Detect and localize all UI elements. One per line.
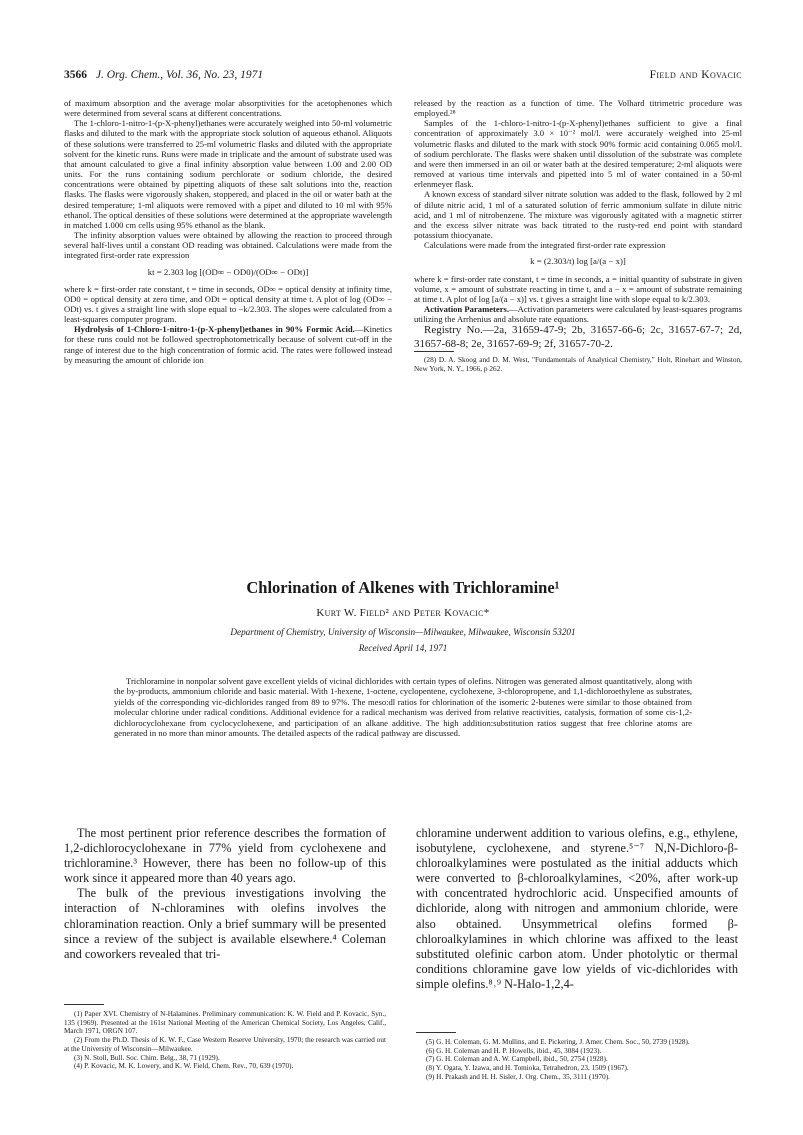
page-header bbox=[64, 67, 742, 83]
received-date: Received April 14, 1971 bbox=[358, 643, 448, 653]
paragraph: released by the reaction as a function of time. The Volhard titrimetric procedure was employed.²⁸ bbox=[414, 98, 742, 119]
equation-1: kt = 2.303 log [(OD∞ − OD0)/(OD∞ − ODt)] bbox=[147, 266, 309, 277]
paragraph-with-runin bbox=[64, 324, 392, 365]
footnote-rule bbox=[416, 1032, 456, 1033]
top-right-column bbox=[414, 98, 742, 374]
paragraph: Calculations were made from the integrated first-order rate expression bbox=[424, 240, 666, 251]
article-heading bbox=[64, 578, 742, 654]
abstract-text: Trichloramine in nonpolar solvent gave excellent yields of vicinal dichlorides with certain types of olefins. Nitrogen was generated almost quantitatively, along with the by-products, ammonium chloride and basic material. With 1-hexene, 1-octene, cyclopentene, cyclohexene, 3-chloropropene, and 1,1-dichloroethylene as substrates, yields of the corresponding vic-dichlorides ranged from 89 to 97%. The meso:dl ratios for chlorination of the isomeric 2-butenes were similar to those obtained from molecular chlorine under radical conditions. Additional evidence for a radical mechanism was derived from relative reactivities, catalysis, formation of some cis-1,2-dichlorocyclohexane from cyclocyclohexene, and participation of an alkane additive. The high addition:substitution ratios suggest that free chlorine atoms are generated in no more than minor amounts. The detailed aspects of the radical pathway are discussed. bbox=[114, 676, 692, 739]
paragraph: of maximum absorption and the average molar absorptivities for the acetophenones which were determined from several scans at different concentrations. bbox=[64, 98, 392, 119]
running-head: Field and Kovacic bbox=[649, 69, 742, 81]
footnote: (1) Paper XVI. Chemistry of N-Halamines. Preliminary communication: K. W. Field and P. Kovacic, Syn., 135 (1969). Presented at the 161st National Meeting of the American Chemical Society, Los Angeles, Calif., March 1971, ORGN 107. bbox=[64, 1010, 386, 1036]
abstract bbox=[114, 676, 692, 738]
equation-2: k = (2.303/t) log [a/(a − x)] bbox=[530, 256, 626, 267]
article-title: Chlorination of Alkenes with Trichloramine¹ bbox=[246, 578, 560, 597]
footnote: (2) From the Ph.D. Thesis of K. W. F., Case Western Reserve University, 1970; the research was carried out at the University of Wisconsin—Milwaukee. bbox=[64, 1036, 386, 1053]
paragraph: Samples of the 1-chloro-1-nitro-1-(p-X-phenyl)ethanes sufficient to give a final concentration of approximately 3.0 × 10⁻² mol/l. were accurately weighed into 25-ml volumetric flasks and diluted to the mark with stock 90% formic acid containing 0.065 mol/l. of sodium perchlorate. The flasks were shaken until dissolution of the substrate was complete and were then immersed in an oil or water bath at the desired temperature; 2-ml aliquots were removed at various time intervals and pipetted into 5 ml of water contained in a 50-ml erlenmeyer flask. bbox=[414, 118, 742, 190]
paragraph: The most pertinent prior reference describes the formation of 1,2-dichlorocyclohexane in 77% yield from cyclohexene and trichloramine.³ However, there has been no follow-up of this work since it appeared more than 40 years ago. bbox=[64, 826, 386, 886]
article-authors: Kurt W. Field² and Peter Kovacic* bbox=[316, 607, 490, 619]
footnote: (5) G. H. Coleman, G. M. Mullins, and E. Pickering, J. Amer. Chem. Soc., 50, 2739 (1928). bbox=[426, 1038, 690, 1046]
paragraph-body: —Activation parameters were calculated by least-squares programs utilizing the Arrhenius and absolute rate equations. bbox=[414, 303, 742, 325]
reference-28: (28) D. A. Skoog and D. M. West, "Fundamentals of Analytical Chemistry," Holt, Rinehart and Winston, New York, N. Y., 1966, p 262. bbox=[414, 355, 742, 374]
footnote: (6) G. H. Coleman and H. P. Howells, ibid., 45, 3084 (1923). bbox=[426, 1046, 602, 1055]
journal-citation: J. Org. Chem., Vol. 36, No. 23, 1971 bbox=[95, 69, 264, 81]
paragraph-body: —Kinetics for these runs could not be followed spectrophotometrically because of solvent cut-off in the range of interest due to the high concentration of formic acid. The rates were followed instead by measuring the amount of chloride ion bbox=[64, 324, 392, 365]
footnote: (4) P. Kovacic, M. K. Lowery, and K. W. Field, Chem. Rev., 70, 639 (1970). bbox=[74, 1062, 294, 1071]
footnote: (7) G. H. Coleman and A. W. Campbell, ibid., 50, 2754 (1928). bbox=[426, 1055, 608, 1064]
paragraph: where k = first-order rate constant, t = time in seconds, a = initial quantity of substrate in given volume, x = amount of substrate reacting in time t, and a − x = amount of substrate remaining at time t. A plot of log [a/(a − x)] vs. t gives a straight line with slope equal to k/2.303. bbox=[414, 273, 742, 304]
footnote: (8) Y. Ogata, Y. Izawa, and H. Tomioka, Tetrahedron, 23, 1509 (1967). bbox=[426, 1064, 629, 1073]
footnote-rule bbox=[64, 1004, 104, 1005]
page-number: 3566 bbox=[64, 69, 87, 81]
paragraph: The infinity absorption values were obtained by allowing the reaction to proceed through several half-lives until a constant OD reading was obtained. Calculations were made from the integrated first-order rate expression bbox=[64, 230, 392, 261]
section-runin-head: Activation Parameters. bbox=[424, 303, 510, 314]
footnote: (9) H. Prakash and H. H. Sisler, J. Org. Chem., 35, 3111 (1970). bbox=[426, 1072, 610, 1081]
paragraph: where k = first-order rate constant, t = time in seconds, OD∞ = optical density at infinity time, OD0 = optical density at zero time, and ODt = optical density at time t. A plot of log (OD∞ − ODt) vs. t gives a straight line with slope equal to −k/2.303. The slopes were calculated from a least-squares computer program. bbox=[64, 283, 392, 325]
footnotes-left bbox=[64, 1004, 386, 1071]
paragraph: A known excess of standard silver nitrate solution was added to the flask, followed by 2 ml of dilute nitric acid, 1 ml of a saturated solution of ferric ammonium sulfate in dilute nitric acid, and 1 ml of nitrobenzene. The mixture was vigorously agitated with a magnetic stirrer and the excess silver nitrate was back titrated to the rusty-red end point with standard potassium thiocyanate. bbox=[414, 189, 742, 241]
top-left-column bbox=[64, 98, 392, 365]
body-left-column bbox=[64, 826, 386, 962]
paragraph-with-runin bbox=[414, 304, 742, 324]
footnote: (3) N. Stoll, Bull. Soc. Chim. Belg., 38, 71 (1929). bbox=[74, 1053, 220, 1062]
header-left bbox=[64, 67, 263, 83]
section-runin-head: Hydrolysis of 1-Chloro-1-nitro-1-(p-X-phenyl)ethanes in 90% Formic Acid. bbox=[74, 324, 355, 335]
body-right-column bbox=[416, 826, 738, 992]
paragraph: The 1-chloro-1-nitro-1-(p-X-phenyl)ethanes were accurately weighed into 50-ml volumetric flasks and diluted to the mark with the appropriate stock solution of aqueous ethanol. Aliquots of these solutions were transferred to 25-ml volumetric flasks and diluted with the appropriate solvent for the kinetic runs. Runs were made in triplicate and the amount of substrate used was that amount calculated to give a final infinity absorption value between 1.00 and 2.00 OD units. For the runs containing sodium perchlorate or sodium chloride, the desired concentrations were obtained by pipetting aliquots of these salt solutions into the, reaction flasks. The flasks were vigorously shaken, stoppered, and placed in the oil or water bath at the desired temperature; 1-ml aliquots were removed with a pipet and diluted to 10 ml with 95% ethanol. The optical densities of these solutions were determined at the appropriate wavelength in matched 1.000 cm cells using 95% ethanol as the blank. bbox=[64, 118, 392, 230]
registry-numbers: Registry No.—2a, 31659-47-9; 2b, 31657-66-6; 2c, 31657-67-7; 2d, 31657-68-8; 2e, 31657-69-9; 2f, 31657-70-2. bbox=[414, 324, 742, 350]
footnote-rule bbox=[414, 351, 454, 352]
paragraph: chloramine underwent addition to various olefins, e.g., ethylene, isobutylene, cyclohexene, and styrene.⁵⁻⁷ N,N-Dichloro-β-chloroalkylamines were postulated as the initial adducts which were converted to β-chloroalkylamines, <20%, after work-up with concentrated hydrochloric acid. Unspecified amounts of dichloride, along with nitrogen and ammonium chloride, were also obtained. Unsymmetrical olefins formed β-chloroalkylamines in which chlorine was affixed to the least substituted olefinic carbon atom. Under photolytic or thermal conditions chloramine gave low yields of vic-dichlorides with simple olefins.⁸˒⁹ N-Halo-1,2,4- bbox=[416, 826, 738, 991]
journal-page bbox=[64, 0, 742, 1135]
paragraph: The bulk of the previous investigations involving the interaction of N-chloramines with olefins involves the chloramination reaction. Only a brief summary will be presented since a review of the subject is available elsewhere.⁴ Coleman and coworkers revealed that tri- bbox=[64, 886, 386, 961]
footnotes-right bbox=[416, 1032, 738, 1082]
article-affiliation: Department of Chemistry, University of Wisconsin—Milwaukee, Milwaukee, Wisconsin 53201 bbox=[230, 627, 576, 637]
